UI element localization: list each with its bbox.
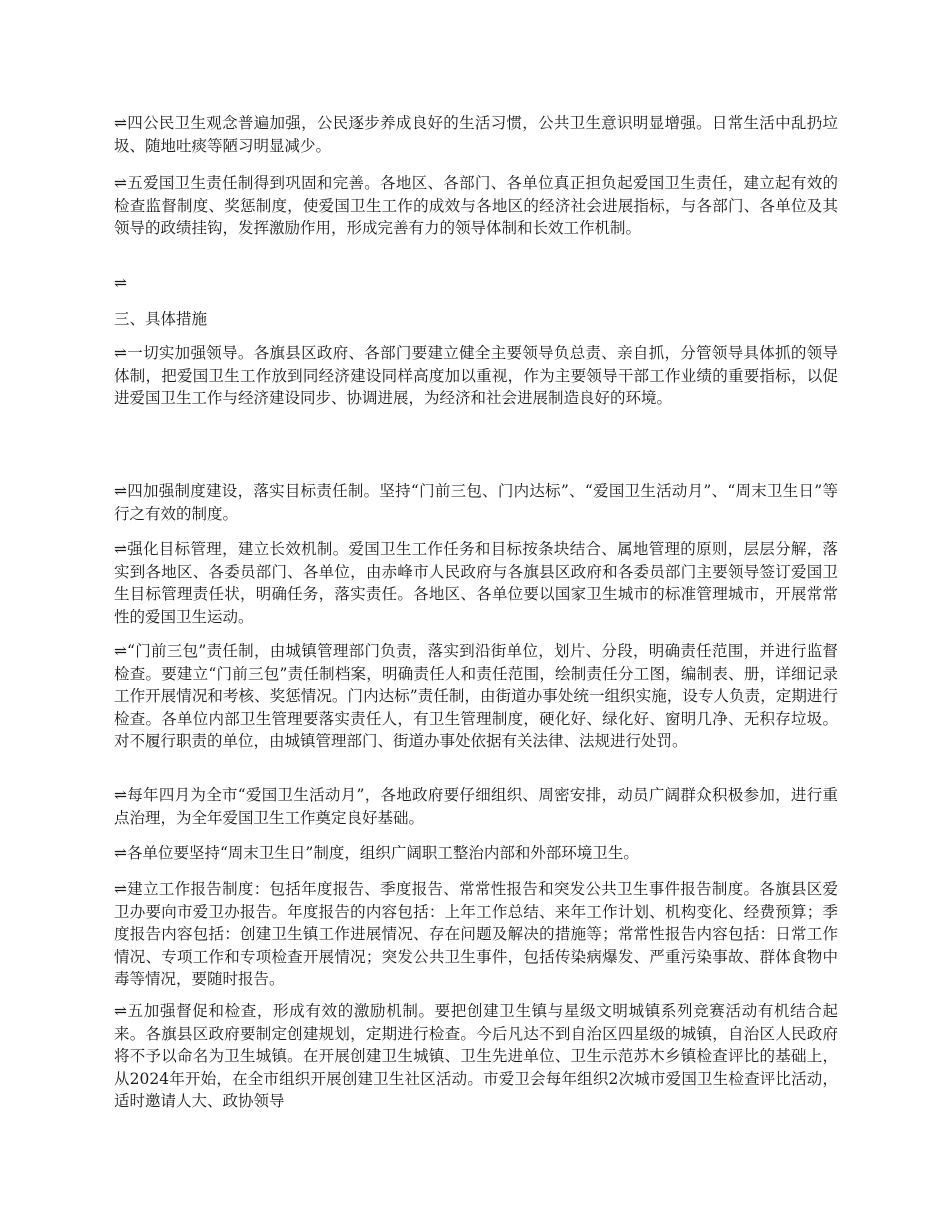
paragraph-three-guarantees: ⇌“门前三包”责任制，由城镇管理部门负责，落实到沿街单位，划片、分段，明确责任范围，并进行监督检查。要建立“门前三包”责任制档案，明确责任人和责任范围，绘制责任分工图，编制表、册，详细记录工作开展情况和考核、奖惩情况。门内达标”责任制，由街道办事处统一组织实施，设专人负责，定期进行检查。各单位内部卫生管理要落实责任人，有卫生管理制度，硬化好、绿化好、窗明几净、无积存垃圾。对不履行职责的单位，由城镇管理部门、街道办事处依据有关法律、法规进行处罚。 — [114, 642, 838, 750]
paragraph-leadership: ⇌一切实加强领导。各旗县区政府、各部门要建立健全主要领导负总责、亲自抓，分管领导具体抓的领导体制，把爱国卫生工作放到同经济建设同样高度加以重视，作为主要领导干部工作业绩的重要指标，以促进爱国卫生工作与经济建设同步、协调进展，为经济和社会进展制造良好的环境。 — [114, 344, 838, 407]
paragraph-system: ⇌四加强制度建设，落实目标责任制。坚持“门前三包、门内达标”、“爱国卫生活动月”、“周末卫生日”等行之有效的制度。 — [114, 482, 838, 523]
paragraph-weekend: ⇌各单位要坚持“周末卫生日”制度，组织广阔职工整治内部和外部环境卫生。 — [114, 844, 639, 862]
paragraph-supervision: ⇌五加强督促和检查，形成有效的激励机制。要把创建卫生镇与星级文明城镇系列竞赛活动有机结合起来。各旗县区政府要制定创建规划，定期进行检查。今后凡达不到自治区四星级的城镇，自治区人民政府将不予以命名为卫生城镇。在开展创建卫生城镇、卫生先进单位、卫生示范苏木乡镇检查评比的基础上，从2024年开始，在全市组织开展创建卫生社区活动。市爱卫会每年组织2次城市爱国卫生检查评比活动，适时邀请人大、政协领导 — [114, 1002, 838, 1110]
paragraph-april: ⇌每年四月为全市“爱国卫生活动月”，各地政府要仔细组织、周密安排，动员广阔群众积极参加，进行重点治理，为全年爱国卫生工作奠定良好基础。 — [114, 786, 838, 827]
paragraph-responsibility: ⇌五爱国卫生责任制得到巩固和完善。各地区、各部门、各单位真正担负起爱国卫生责任，建立起有效的检查监督制度、奖惩制度，使爱国卫生工作的成效与各地区的经济社会进展指标，与各部门、各单位及其领导的政绩挂钩，发挥激励作用，形成完善有力的领导体制和长效工作机制。 — [114, 174, 838, 237]
paragraph-blank-marker: ⇌ — [114, 274, 127, 292]
paragraph-public-awareness: ⇌四公民卫生观念普遍加强，公民逐步养成良好的生活习惯，公共卫生意识明显增强。日常生活中乱扔垃圾、随地吐痰等陋习明显减少。 — [114, 114, 838, 155]
section-heading: 三、具体措施 — [114, 310, 208, 328]
paragraph-report: ⇌建立工作报告制度：包括年度报告、季度报告、常常性报告和突发公共卫生事件报告制度。各旗县区爱卫办要向市爱卫办报告。年度报告的内容包括：上年工作总结、来年工作计划、机构变化、经费预算；季度报告内容包括：创建卫生镇工作进展情况、存在问题及解决的措施等；常常性报告内容包括：日常工作情况、专项工作和专项检查开展情况；突发公共卫生事件，包括传染病爆发、严重污染事故、群体食物中毒等情况，要随时报告。 — [114, 880, 838, 988]
paragraph-target: ⇌强化目标管理，建立长效机制。爱国卫生工作任务和目标按条块结合、属地管理的原则，层层分解，落实到各地区、各委员部门、各单位，由赤峰市人民政府与各旗县区政府和各委员部门主要领导签订爱国卫生目标管理责任状，明确任务，落实责任。各地区、各单位要以国家卫生城市的标准管理城市，开展常常性的爱国卫生运动。 — [114, 540, 838, 626]
